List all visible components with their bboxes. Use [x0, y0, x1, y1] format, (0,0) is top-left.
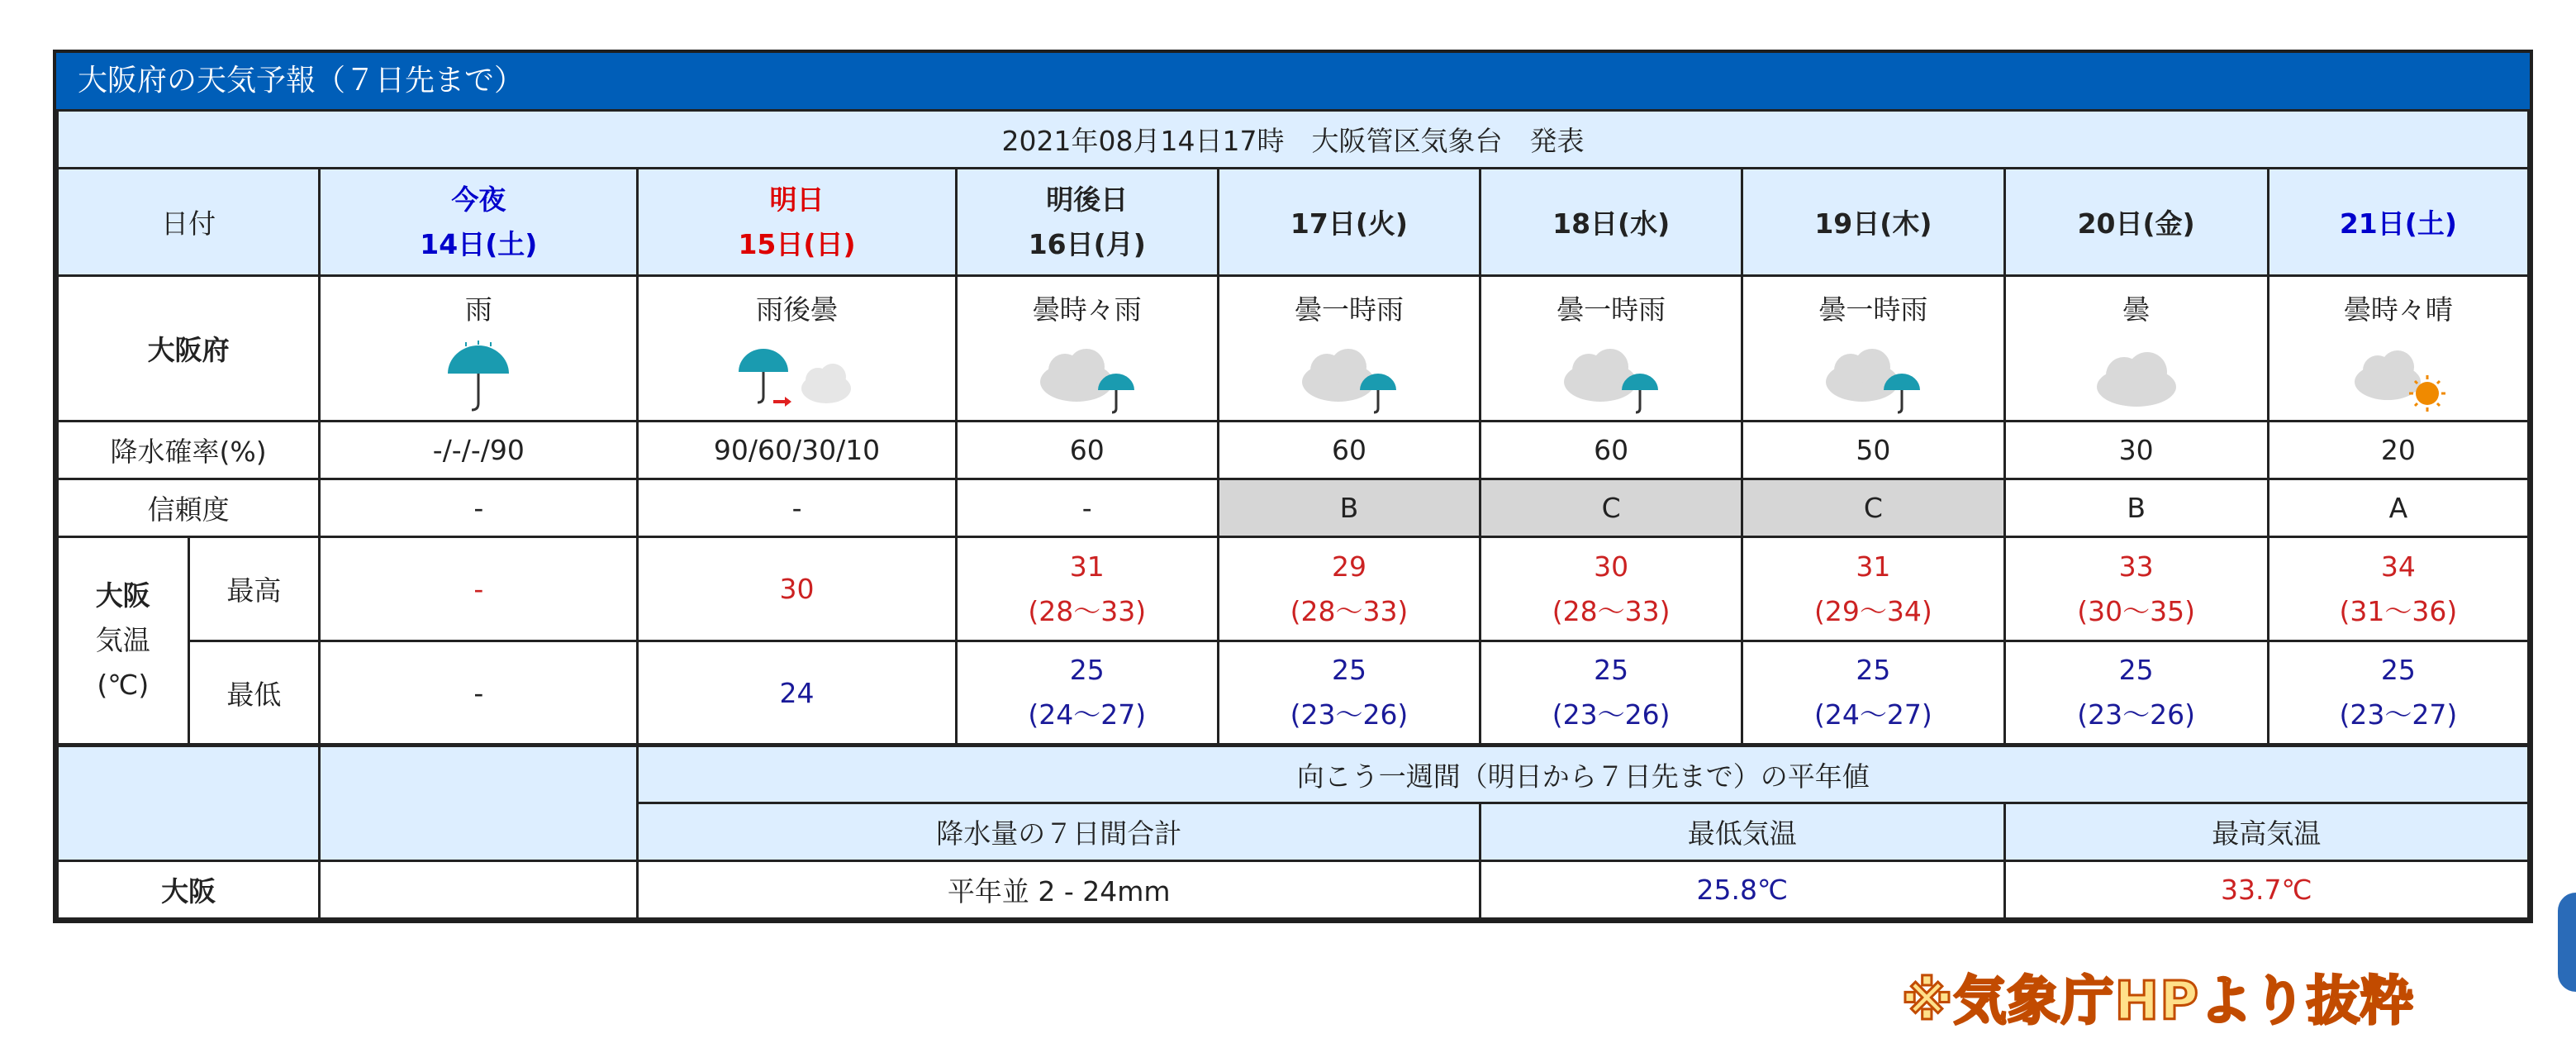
normal-min-value: 25.8℃ — [1480, 861, 2004, 919]
min-temp-cell: 25 (23～27) — [2268, 641, 2528, 746]
weather-cell-6 — [2004, 276, 2268, 422]
cloud-sometimes-sun-icon — [2269, 341, 2527, 412]
normal-min-label: 最低気温 — [1480, 803, 2004, 861]
pop-label: 降水確率(%) — [58, 422, 320, 479]
forecast-panel — [53, 50, 2533, 923]
max-temp-cell: 34 (31～36) — [2268, 537, 2528, 641]
pop-cell: 30 — [2004, 422, 2268, 479]
weather-text: 曇時々晴 — [2343, 293, 2453, 326]
umbrella-icon — [321, 341, 636, 412]
temp-city: 大阪 — [95, 579, 150, 612]
normals-blank-mid — [320, 746, 638, 861]
min-temp-cell: 25 (23～26) — [1218, 641, 1480, 746]
edge-decoration — [2558, 893, 2576, 992]
normal-max-value: 33.7℃ — [2004, 861, 2529, 919]
date-cell-5: 19日(木) — [1742, 169, 2004, 276]
temp-unit: (℃) — [97, 669, 150, 701]
weather-text: 曇時々雨 — [1032, 293, 1142, 326]
min-label: 最低 — [188, 641, 320, 746]
max-temp-cell: 29 (28～33) — [1218, 537, 1480, 641]
pop-row — [58, 422, 2529, 479]
cloud-occasional-rain-icon — [1219, 341, 1479, 412]
reliability-cell: B — [2004, 479, 2268, 537]
pop-cell: 60 — [1218, 422, 1480, 479]
min-temp-cell: 25 (24～27) — [956, 641, 1218, 746]
date-row — [58, 169, 2529, 276]
reliability-cell: C — [1742, 479, 2004, 537]
pop-cell: 90/60/30/10 — [638, 422, 956, 479]
cloud-icon — [2006, 341, 2267, 412]
weather-text: 曇一時雨 — [1557, 293, 1666, 326]
max-temp-cell: 31 (29～34) — [1742, 537, 2004, 641]
min-temp-cell: 25 (23～26) — [1480, 641, 1742, 746]
precip-total-label: 降水量の７日間合計 — [638, 803, 1480, 861]
weather-cell-1 — [638, 276, 956, 422]
weather-text: 曇一時雨 — [1294, 293, 1404, 326]
reliability-cell: - — [638, 479, 956, 537]
max-temp-cell: 31 (28～33) — [956, 537, 1218, 641]
pop-cell: 20 — [2268, 422, 2528, 479]
rain-then-cloud-icon — [639, 341, 954, 412]
forecast-title: 大阪府の天気予報（７日先まで） — [56, 53, 2530, 109]
pop-cell: 50 — [1742, 422, 2004, 479]
normal-max-label: 最高気温 — [2004, 803, 2529, 861]
normals-heading-row — [58, 746, 2529, 803]
date-cell-1: 明日 15日(日) — [638, 169, 956, 276]
date-cell-0: 今夜 14日(土) — [320, 169, 638, 276]
weather-row — [58, 276, 2529, 422]
reliability-cell: - — [320, 479, 638, 537]
weather-cell-4 — [1480, 276, 1742, 422]
weather-text: 雨後曇 — [756, 293, 839, 326]
max-temp-cell: 30 — [638, 537, 956, 641]
weather-cell-0 — [320, 276, 638, 422]
normals-blank-left — [58, 746, 320, 861]
normals-city: 大阪 — [58, 861, 320, 919]
precip-total-value: 平年並 2 - 24mm — [638, 861, 1480, 919]
min-temp-row — [58, 641, 2529, 746]
max-temp-cell: 30 (28～33) — [1480, 537, 1742, 641]
pop-cell: -/-/-/90 — [320, 422, 638, 479]
date-cell-6: 20日(金) — [2004, 169, 2268, 276]
max-label: 最高 — [188, 537, 320, 641]
date-cell-7: 21日(土) — [2268, 169, 2528, 276]
min-temp-cell: 24 — [638, 641, 956, 746]
normals-heading: 向こう一週間（明日から７日先まで）の平年値 — [638, 746, 2529, 803]
pop-cell: 60 — [1480, 422, 1742, 479]
reliability-cell: - — [956, 479, 1218, 537]
forecast-table — [56, 109, 2530, 920]
cloud-sometimes-rain-icon — [958, 341, 1217, 412]
weather-cell-2 — [956, 276, 1218, 422]
date-cell-2: 明後日 16日(月) — [956, 169, 1218, 276]
reliability-label: 信頼度 — [58, 479, 320, 537]
min-temp-cell: 25 (24～27) — [1742, 641, 2004, 746]
date-cell-4: 18日(水) — [1480, 169, 1742, 276]
cloud-occasional-rain-icon — [1481, 341, 1741, 412]
weather-cell-3 — [1218, 276, 1480, 422]
region-label: 大阪府 — [58, 276, 320, 422]
reliability-cell: B — [1218, 479, 1480, 537]
temperature-city-label — [58, 537, 189, 746]
normals-blank — [320, 861, 638, 919]
weather-cell-7 — [2268, 276, 2528, 422]
normals-values-row — [58, 861, 2529, 919]
date-cell-3: 17日(火) — [1218, 169, 1480, 276]
date-label: 日付 — [58, 169, 320, 276]
weather-text: 曇 — [2122, 293, 2151, 326]
min-temp-cell: - — [320, 641, 638, 746]
announcement: 2021年08月14日17時 大阪管区気象台 発表 — [58, 111, 2529, 169]
cloud-occasional-rain-icon — [1743, 341, 2003, 412]
max-temp-cell: 33 (30～35) — [2004, 537, 2268, 641]
weather-text: 曇一時雨 — [1818, 293, 1928, 326]
reliability-cell: A — [2268, 479, 2528, 537]
weather-cell-5 — [1742, 276, 2004, 422]
max-temp-cell: - — [320, 537, 638, 641]
pop-cell: 60 — [956, 422, 1218, 479]
min-temp-cell: 25 (23～26) — [2004, 641, 2268, 746]
reliability-row — [58, 479, 2529, 537]
max-temp-row — [58, 537, 2529, 641]
source-note: ※気象庁HPより抜粋 — [1901, 971, 2414, 1032]
weather-text: 雨 — [464, 293, 492, 326]
temp-label: 気温 — [95, 624, 150, 656]
reliability-cell: C — [1480, 479, 1742, 537]
